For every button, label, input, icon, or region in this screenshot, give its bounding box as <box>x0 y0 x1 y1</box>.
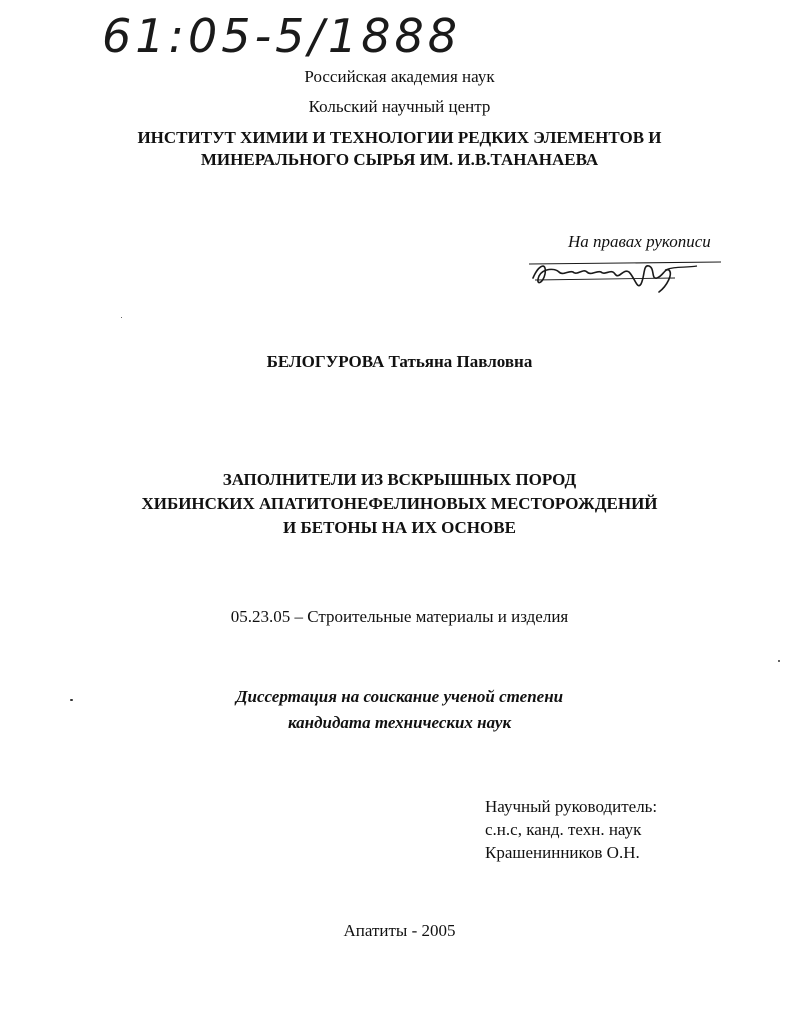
degree-line1: Диссертация на соискание ученой степени <box>235 687 564 706</box>
specialty-code: 05.23.05 – Строительные материалы и изделия <box>230 607 569 626</box>
organization-name: Российская академия наук <box>304 67 495 86</box>
degree-line2: кандидата технических наук <box>287 713 512 732</box>
scan-speck <box>70 699 73 701</box>
supervisor-credentials: с.н.с, канд. техн. наук <box>485 820 642 839</box>
dissertation-title-line1: ЗАПОЛНИТЕЛИ ИЗ ВСКРЫШНЫХ ПОРОД <box>222 470 577 489</box>
archive-code-text: 61:05-5/1888 <box>102 9 461 63</box>
institute-name-line2: МИНЕРАЛЬНОГО СЫРЬЯ ИМ. И.В.ТАНАНАЕВА <box>200 150 599 169</box>
supervisor-heading: Научный руководитель: <box>485 797 658 816</box>
author-signature <box>525 250 725 294</box>
supervisor-name: Крашенинников О.Н. <box>485 843 640 862</box>
archive-code-svg <box>100 4 480 64</box>
institute-name-line1: ИНСТИТУТ ХИМИИ И ТЕХНОЛОГИИ РЕДКИХ ЭЛЕМЕНТОВ И <box>137 128 662 147</box>
author-name: БЕЛОГУРОВА Татьяна Павловна <box>266 352 533 371</box>
manuscript-rights-note: На правах рукописи <box>568 232 711 251</box>
scan-speck <box>778 660 780 662</box>
dissertation-title-line2: ХИБИНСКИХ АПАТИТОНЕФЕЛИНОВЫХ МЕСТОРОЖДЕНИЙ <box>141 494 658 513</box>
scan-speck <box>121 317 122 318</box>
scientific-center-name: Кольский научный центр <box>308 97 491 116</box>
signature-svg <box>525 250 725 294</box>
city-year: Апатиты - 2005 <box>343 921 456 940</box>
dissertation-title-line3: И БЕТОНЫ НА ИХ ОСНОВЕ <box>283 518 516 537</box>
archive-code-handwritten <box>100 4 480 64</box>
